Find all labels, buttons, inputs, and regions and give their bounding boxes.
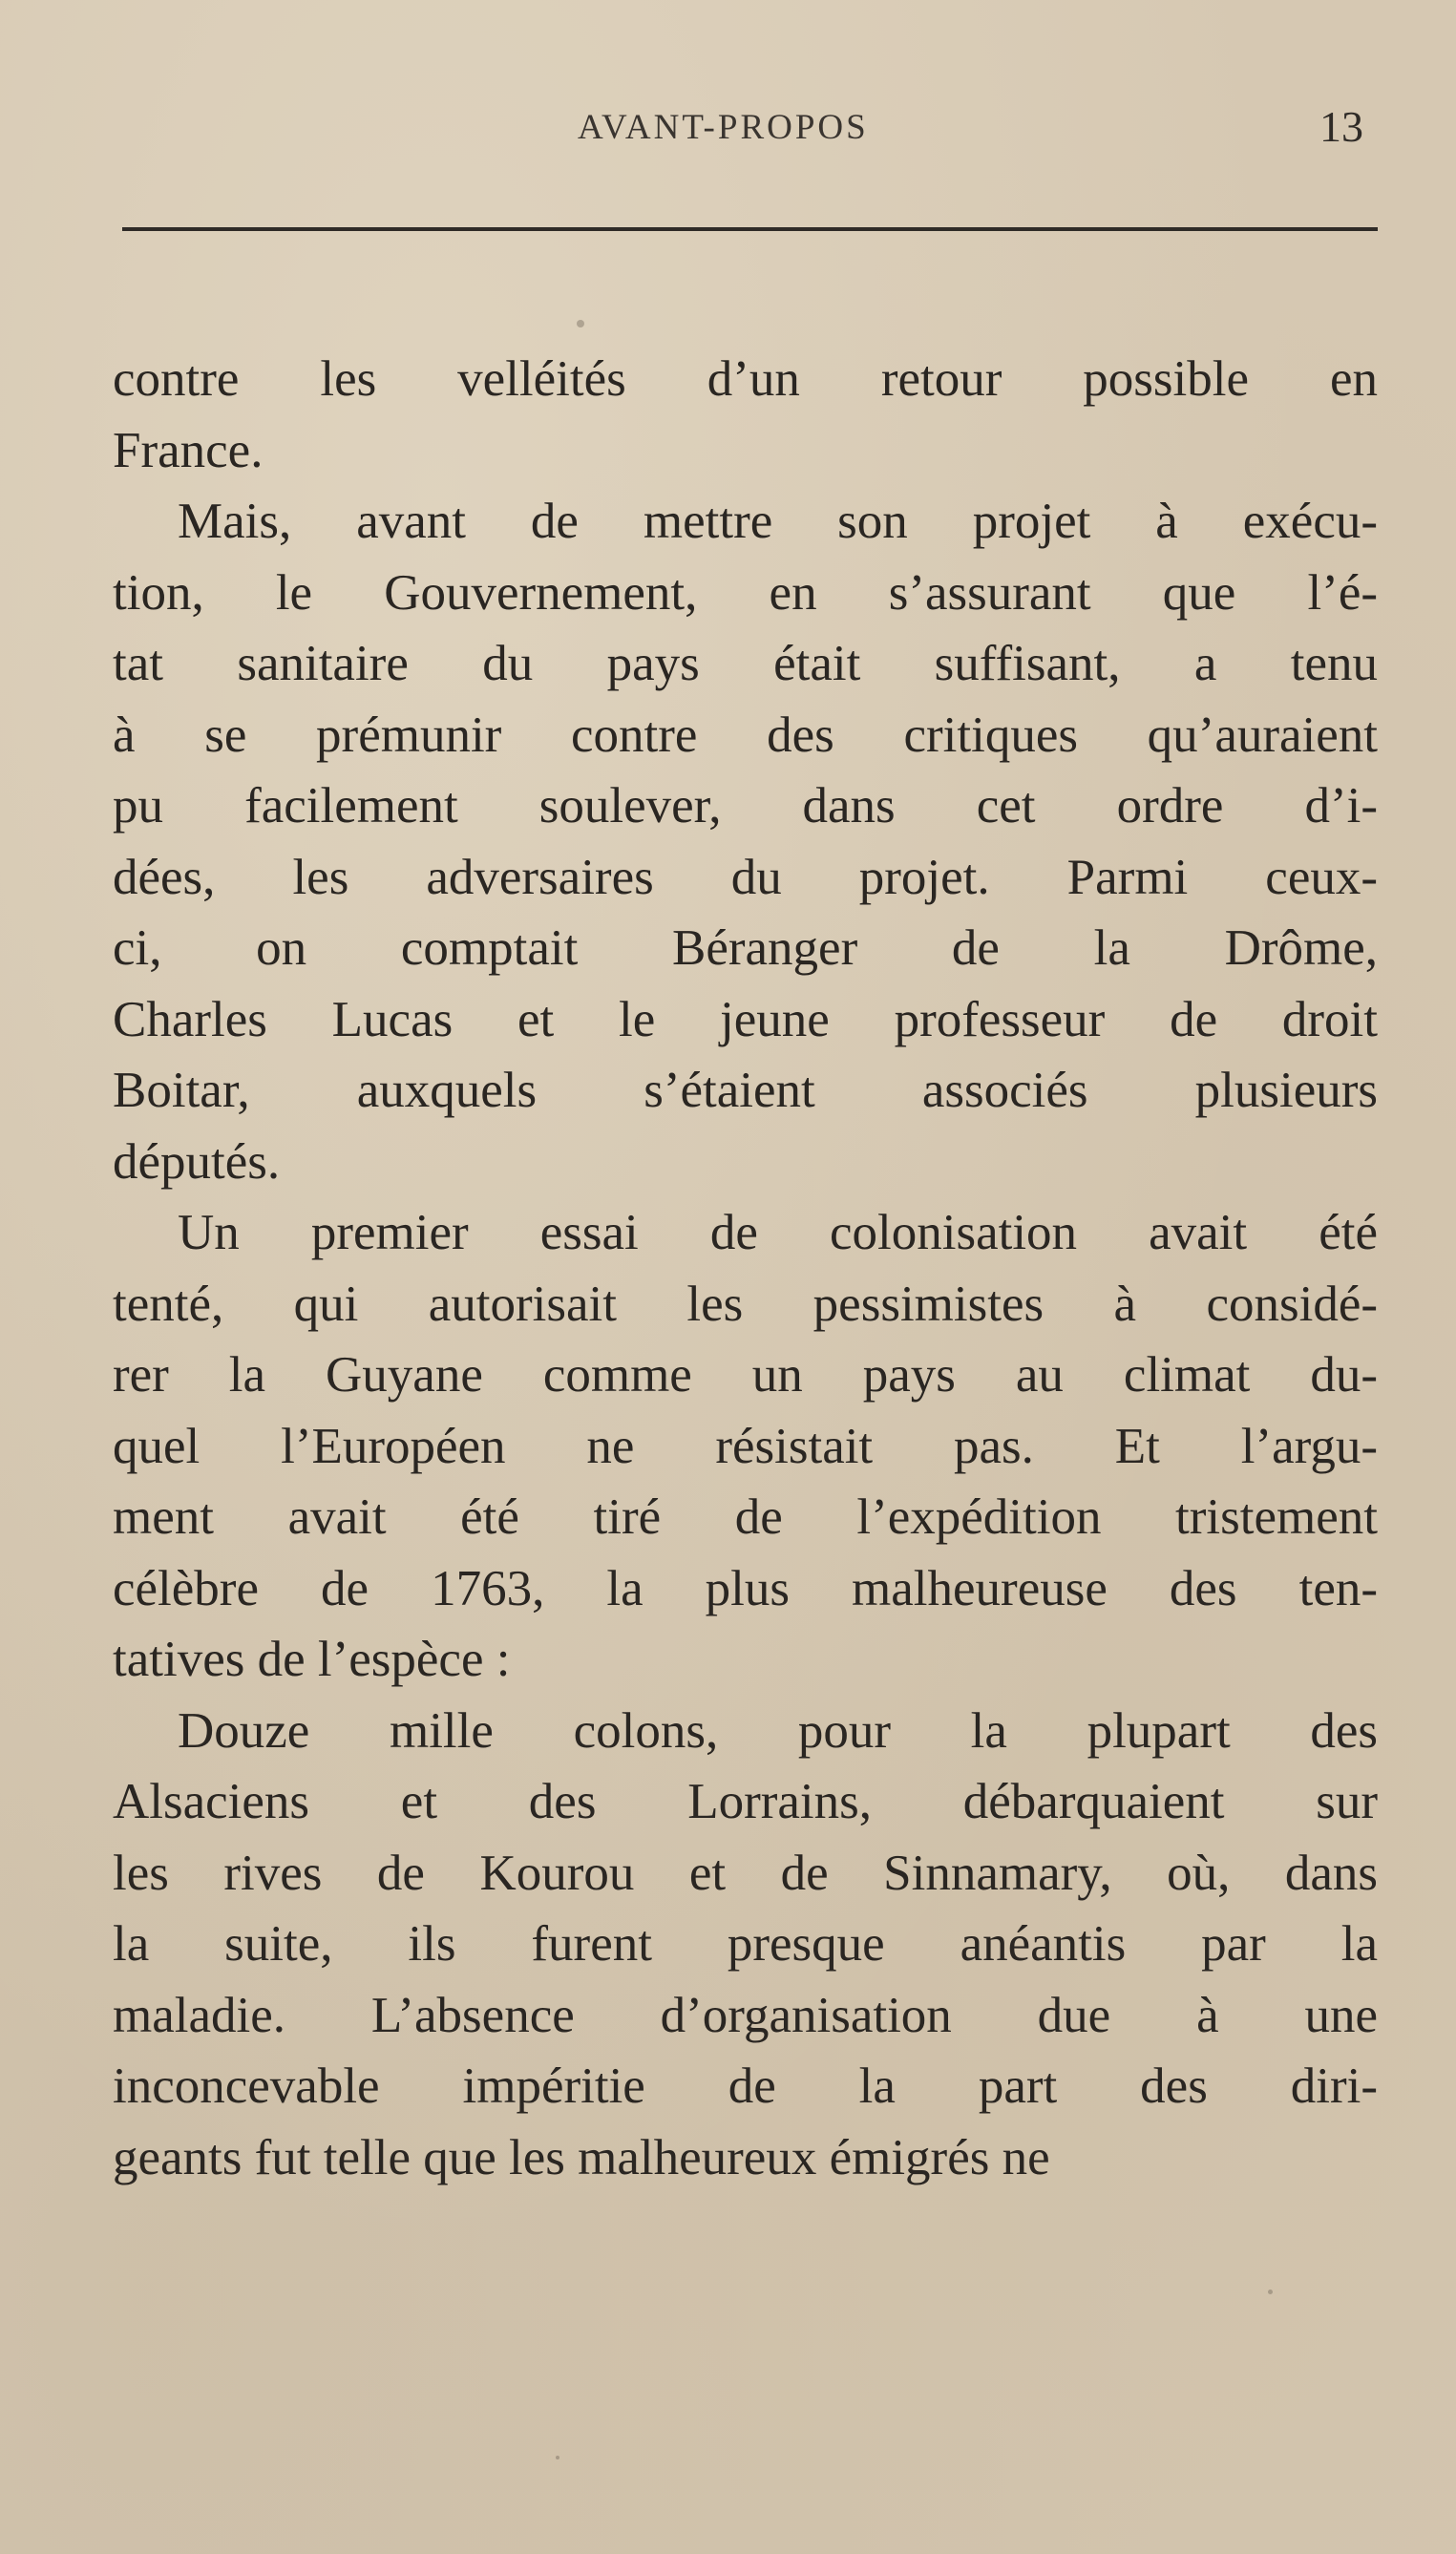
- text-line: tatives de l’espèce :: [113, 1632, 511, 1687]
- page-number: 13: [1319, 102, 1363, 151]
- body-text: [113, 344, 1378, 2193]
- text-line: la suite, ils furent presque anéantis par la: [113, 1916, 1378, 1972]
- header-rule: [122, 227, 1378, 231]
- text-line: à se prémunir contre des critiques qu’auraient: [113, 707, 1378, 763]
- text-line: France.: [113, 422, 264, 478]
- text-line: Mais, avant de mettre son projet à exécu-: [178, 494, 1378, 549]
- text-line: maladie. L’absence d’organisation due à une: [113, 1987, 1378, 2043]
- text-line: pu facilement soulever, dans cet ordre d’i-: [113, 778, 1378, 834]
- text-line: tion, le Gouvernement, en s’assurant que l’é-: [113, 564, 1378, 621]
- text-line: les rives de Kourou et de Sinnamary, où, dans: [113, 1845, 1378, 1901]
- text-line: ment avait été tiré de l’expédition tristement: [113, 1489, 1378, 1545]
- text-line: Charles Lucas et le jeune professeur de droit: [113, 991, 1378, 1047]
- text-line: dées, les adversaires du projet. Parmi ceux-: [113, 849, 1378, 905]
- paper-speck: [1268, 2290, 1273, 2294]
- text-line: tat sanitaire du pays était suffisant, a tenu: [113, 636, 1378, 691]
- text-line: tenté, qui autorisait les pessimistes à considé-: [113, 1276, 1378, 1332]
- text-line: Douze mille colons, pour la plupart des: [178, 1702, 1378, 1759]
- text-line: geants fut telle que les malheureux émigrés ne: [113, 2129, 1050, 2185]
- text-line: rer la Guyane comme un pays au climat du-: [113, 1347, 1378, 1403]
- paper-speck: [556, 2456, 559, 2459]
- text-line: quel l’Européen ne résistait pas. Et l’argu-: [113, 1418, 1378, 1474]
- text-line: contre les velléités d’un retour possible en: [113, 351, 1378, 407]
- text-line: inconcevable impéritie de la part des diri-: [113, 2058, 1378, 2114]
- text-line: Un premier essai de colonisation avait été: [178, 1205, 1378, 1260]
- text-line: Boitar, auxquels s’étaient associés plusieurs: [113, 1063, 1378, 1118]
- text-line: célèbre de 1763, la plus malheureuse des ten-: [113, 1560, 1378, 1616]
- text-line: Alsaciens et des Lorrains, débarquaient sur: [113, 1774, 1378, 1829]
- text-line: députés.: [113, 1133, 281, 1190]
- text-line: ci, on comptait Béranger de la Drôme,: [113, 920, 1378, 976]
- running-head: AVANT-PROPOS: [578, 108, 869, 147]
- paper-speck: [577, 320, 584, 327]
